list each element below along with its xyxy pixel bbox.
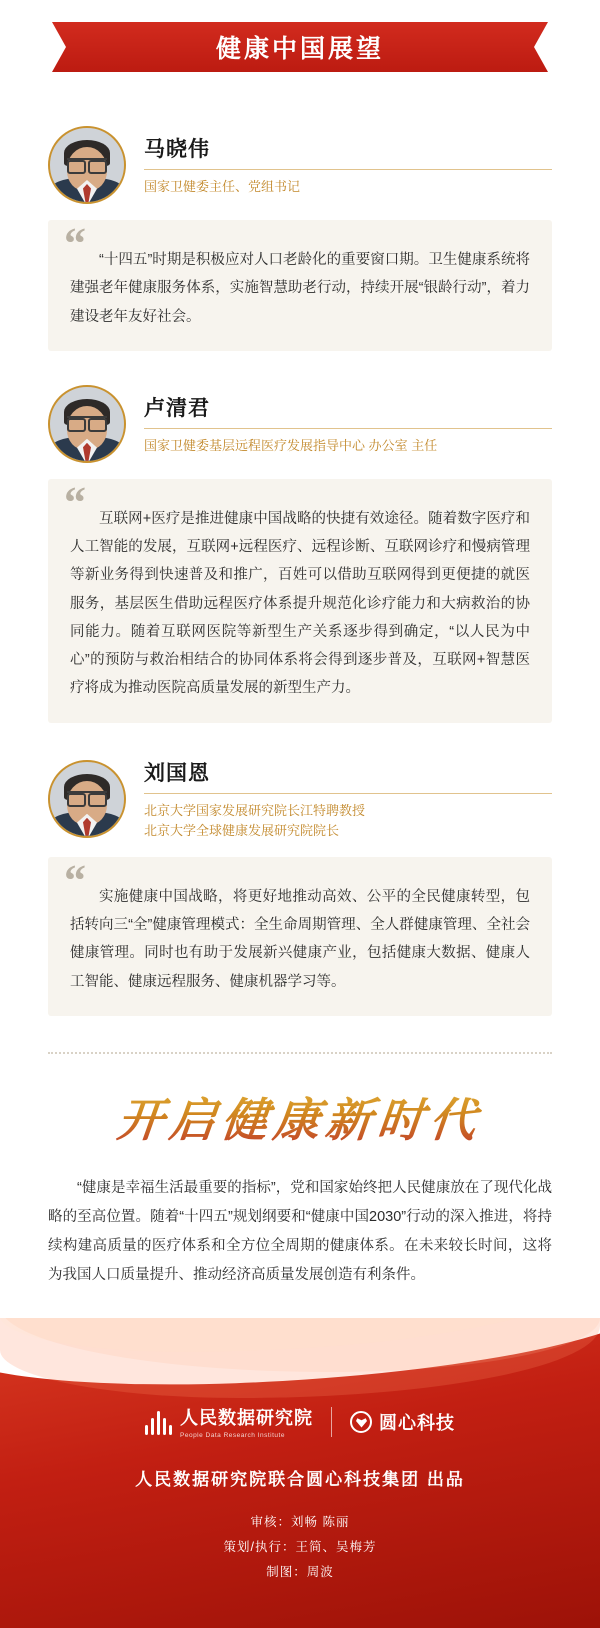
credit-line: 策划/执行：王简、吴梅芳 xyxy=(223,1540,377,1554)
person-title: 北京大学国家发展研究院长江特聘教授 xyxy=(144,802,366,818)
quote-text: 实施健康中国战略，将更好地推动高效、公平的全民健康转型，包括转向三“全”健康管理模式：全生命周期管理、全人群健康管理、全社会健康管理。同时也有助于发展新兴健康产业，包括健康大数据、健康人工智能、健康远程服务、健康机器学习等。 xyxy=(70,888,530,990)
person-title-secondary: 北京大学全球健康发展研究院院长 xyxy=(144,822,340,838)
avatar xyxy=(48,126,126,204)
person-header xyxy=(48,385,552,463)
person-block xyxy=(0,385,600,723)
person-title: 国家卫健委主任、党组书记 xyxy=(144,178,301,194)
footer-credits xyxy=(0,1510,600,1585)
person-header xyxy=(48,757,552,841)
person-info xyxy=(144,133,552,197)
quote-mark-icon: “ xyxy=(64,219,86,268)
quote-card xyxy=(48,220,552,351)
quote-card xyxy=(48,479,552,723)
page-title: 健康中国展望 xyxy=(215,35,384,63)
person-info xyxy=(144,757,552,841)
name-divider xyxy=(144,428,552,429)
quote-text: “十四五”时期是积极应对人口老龄化的重要窗口期。卫生健康系统将建强老年健康服务体系，实施智慧助老行动，持续开展“银龄行动”，着力建设老年友好社会。 xyxy=(70,252,530,325)
person-block xyxy=(0,126,600,351)
quote-mark-icon: “ xyxy=(64,855,86,905)
header-banner xyxy=(0,0,600,92)
person-name: 刘国恩 xyxy=(144,761,210,785)
person-title: 国家卫健委基层远程医疗发展指导中心 办公室 主任 xyxy=(144,437,438,453)
quote-card xyxy=(48,857,552,1016)
avatar xyxy=(48,760,126,838)
quote-text: 互联网+医疗是推进健康中国战略的快捷有效途径。随着数字医疗和人工智能的发展，互联网+远程医疗、远程诊断、互联网诊疗和慢病管理等新业务得到快速普及和推广，百姓可以借助互联网得到更便捷的就医服务，基层医生借助远程医疗体系提升规范化诊疗能力和大病救治的协同能力。随着互联网医院等新型生产关系逐步得到确定，“以人民为中心”的预防与救治相结合的协同体系将会得到逐步普及，互联网+智慧医疗将成为推动医院高质量发展的新型生产力。 xyxy=(70,510,530,697)
name-divider xyxy=(144,169,552,170)
logo-left-subtitle: People Data Research Institute xyxy=(180,1432,285,1439)
footer-logos xyxy=(0,1404,600,1439)
person-header xyxy=(48,126,552,204)
heart-icon xyxy=(350,1411,372,1433)
section-divider xyxy=(48,1052,552,1054)
ribbon-notch-left-icon xyxy=(52,22,66,72)
logo-right-name: 圆心科技 xyxy=(379,1412,455,1433)
ribbon-notch-right-icon xyxy=(534,22,548,72)
quote-mark-icon: “ xyxy=(64,477,86,527)
logo-left-name: 人民数据研究院 xyxy=(180,1408,313,1428)
sound-bars-icon xyxy=(145,1409,172,1435)
logo-people-data xyxy=(145,1404,313,1439)
footer-main-line: 人民数据研究院联合圆心科技集团 出品 xyxy=(135,1470,465,1489)
name-divider xyxy=(144,793,552,794)
person-block xyxy=(0,757,600,1016)
avatar xyxy=(48,385,126,463)
footer xyxy=(0,1318,600,1628)
logo-separator xyxy=(331,1407,332,1437)
ribbon xyxy=(52,22,548,72)
closing-paragraph: “健康是幸福生活最重要的指标”，党和国家始终把人民健康放在了现代化战略的至高位置。随着“十四五”规划纲要和“健康中国2030”行动的深入推进，将持续构建高质量的医疗体系和全方位全周期的健康体系。在未来较长时间，这将为我国人口质量提升、推动经济高质量发展创造有利条件。 xyxy=(48,1180,552,1283)
logo-yuanxin xyxy=(350,1409,455,1435)
credit-line: 制图：周波 xyxy=(266,1565,334,1579)
person-info xyxy=(144,392,552,456)
calligraphy-title: 开启健康新时代 xyxy=(0,1084,600,1150)
person-name: 马晓伟 xyxy=(144,137,210,161)
credit-line: 审核：刘畅 陈丽 xyxy=(250,1515,350,1529)
person-name: 卢清君 xyxy=(144,396,210,420)
